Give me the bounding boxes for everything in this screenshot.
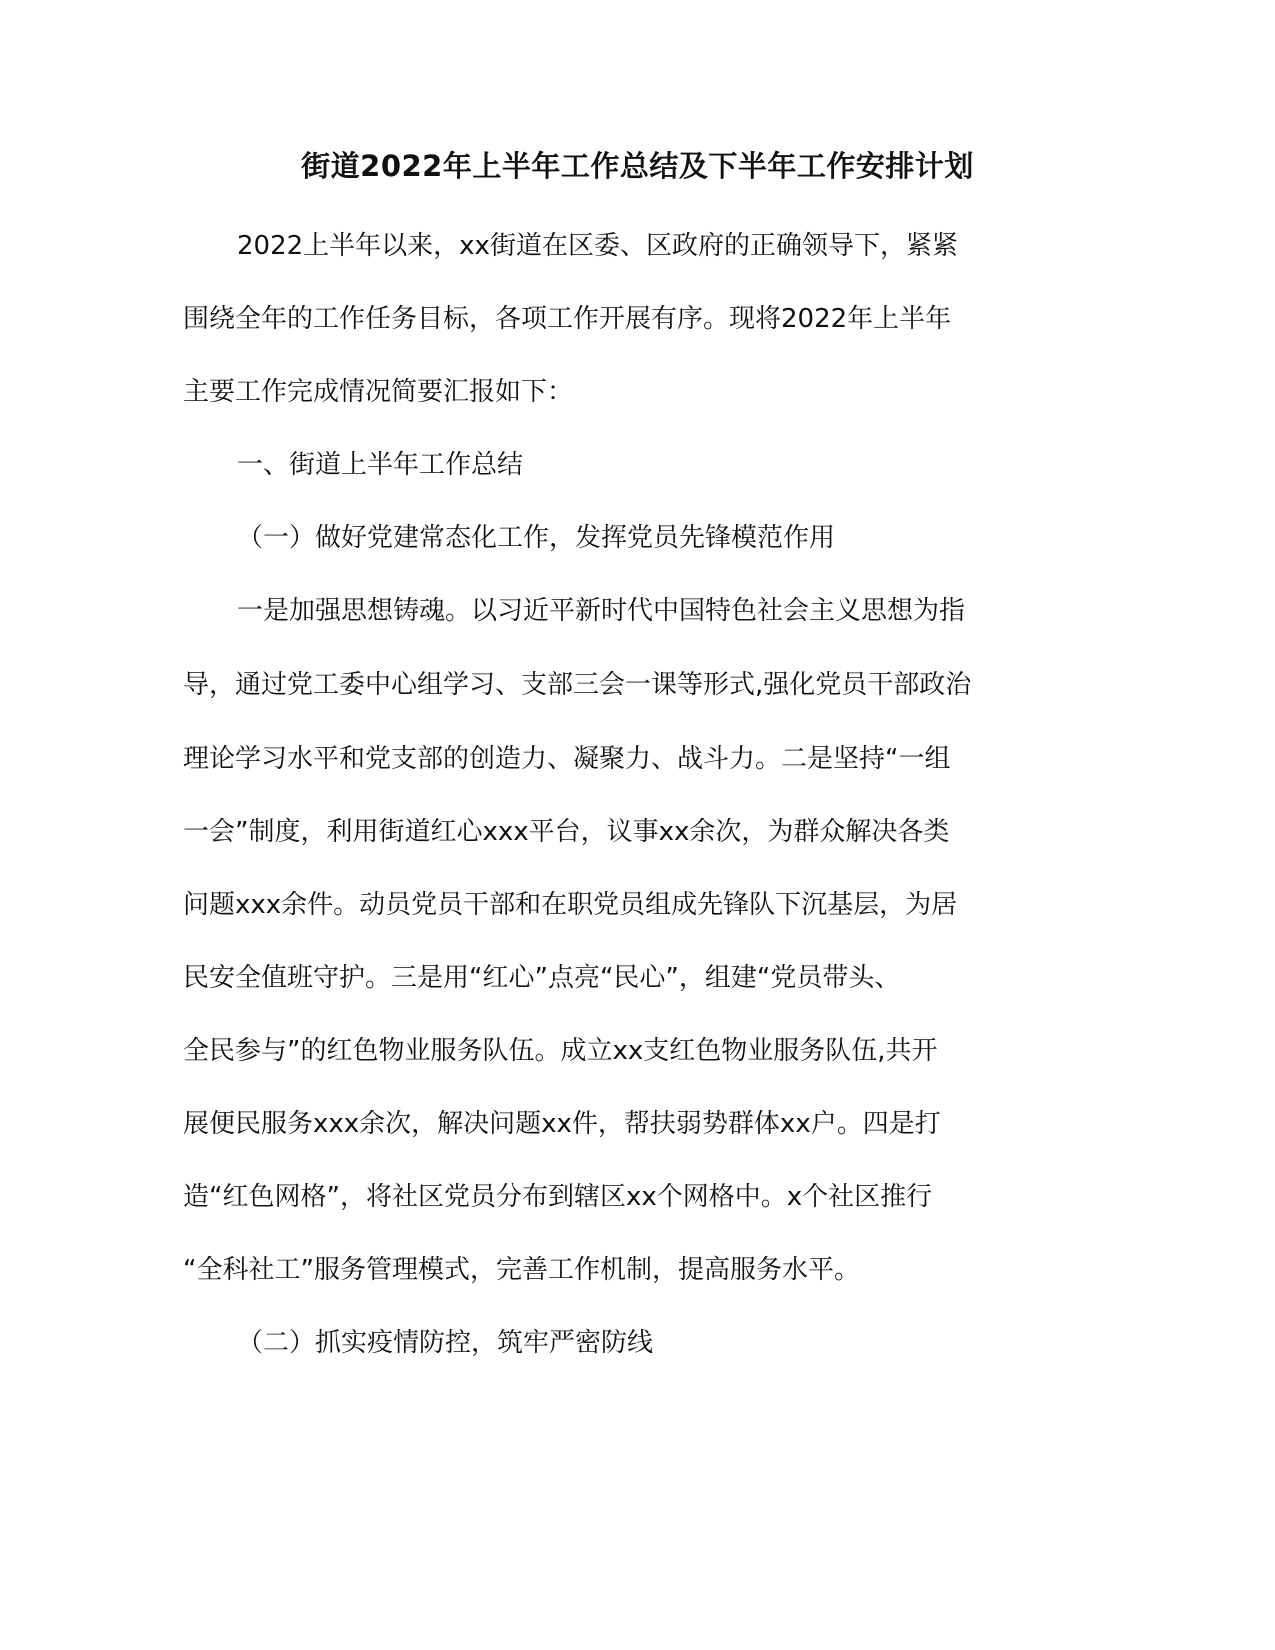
paragraph-line: 理论学习水平和党支部的创造力、凝聚力、战斗力。二是坚持“一组 bbox=[183, 744, 951, 774]
paragraph-line: 问题xxx余件。动员党员干部和在职党员组成先锋队下沉基层，为居 bbox=[183, 890, 958, 920]
paragraph-line: 主要工作完成情况简要汇报如下： bbox=[183, 377, 574, 407]
paragraph-line: “全科社工”服务管理模式，完善工作机制，提高服务水平。 bbox=[183, 1255, 860, 1285]
document-title: 街道2022年上半年工作总结及下半年工作安排计划 bbox=[301, 149, 974, 183]
paragraph-line: 围绕全年的工作任务目标，各项工作开展有序。现将2022年上半年 bbox=[183, 304, 952, 334]
paragraph-line: 一会”制度，利用街道红心xxx平台，议事xx余次，为群众解决各类 bbox=[183, 817, 950, 847]
paragraph-line: 全民参与”的红色物业服务队伍。成立xx支红色物业服务队伍,共开 bbox=[183, 1036, 938, 1066]
paragraph-line: 民安全值班守护。三是用“红心”点亮“民心”，组建“党员带头、 bbox=[183, 963, 901, 993]
section-heading: 一、街道上半年工作总结 bbox=[237, 450, 524, 480]
paragraph-line: 导，通过党工委中心组学习、支部三会一课等形式,强化党员干部政治 bbox=[183, 670, 972, 700]
paragraph-line: 造“红色网格”，将社区党员分布到辖区xx个网格中。x个社区推行 bbox=[183, 1182, 933, 1212]
subsection-heading: （二）抓实疫情防控，筑牢严密防线 bbox=[237, 1328, 654, 1358]
paragraph-line: 展便民服务xxx余次，解决问题xx件，帮扶弱势群体xx户。四是打 bbox=[183, 1109, 941, 1139]
subsection-heading: （一）做好党建常态化工作，发挥党员先锋模范作用 bbox=[237, 523, 836, 553]
paragraph-line: 一是加强思想铸魂。以习近平新时代中国特色社会主义思想为指 bbox=[237, 596, 966, 626]
paragraph-line: 2022上半年以来，xx街道在区委、区政府的正确领导下，紧紧 bbox=[237, 231, 958, 261]
